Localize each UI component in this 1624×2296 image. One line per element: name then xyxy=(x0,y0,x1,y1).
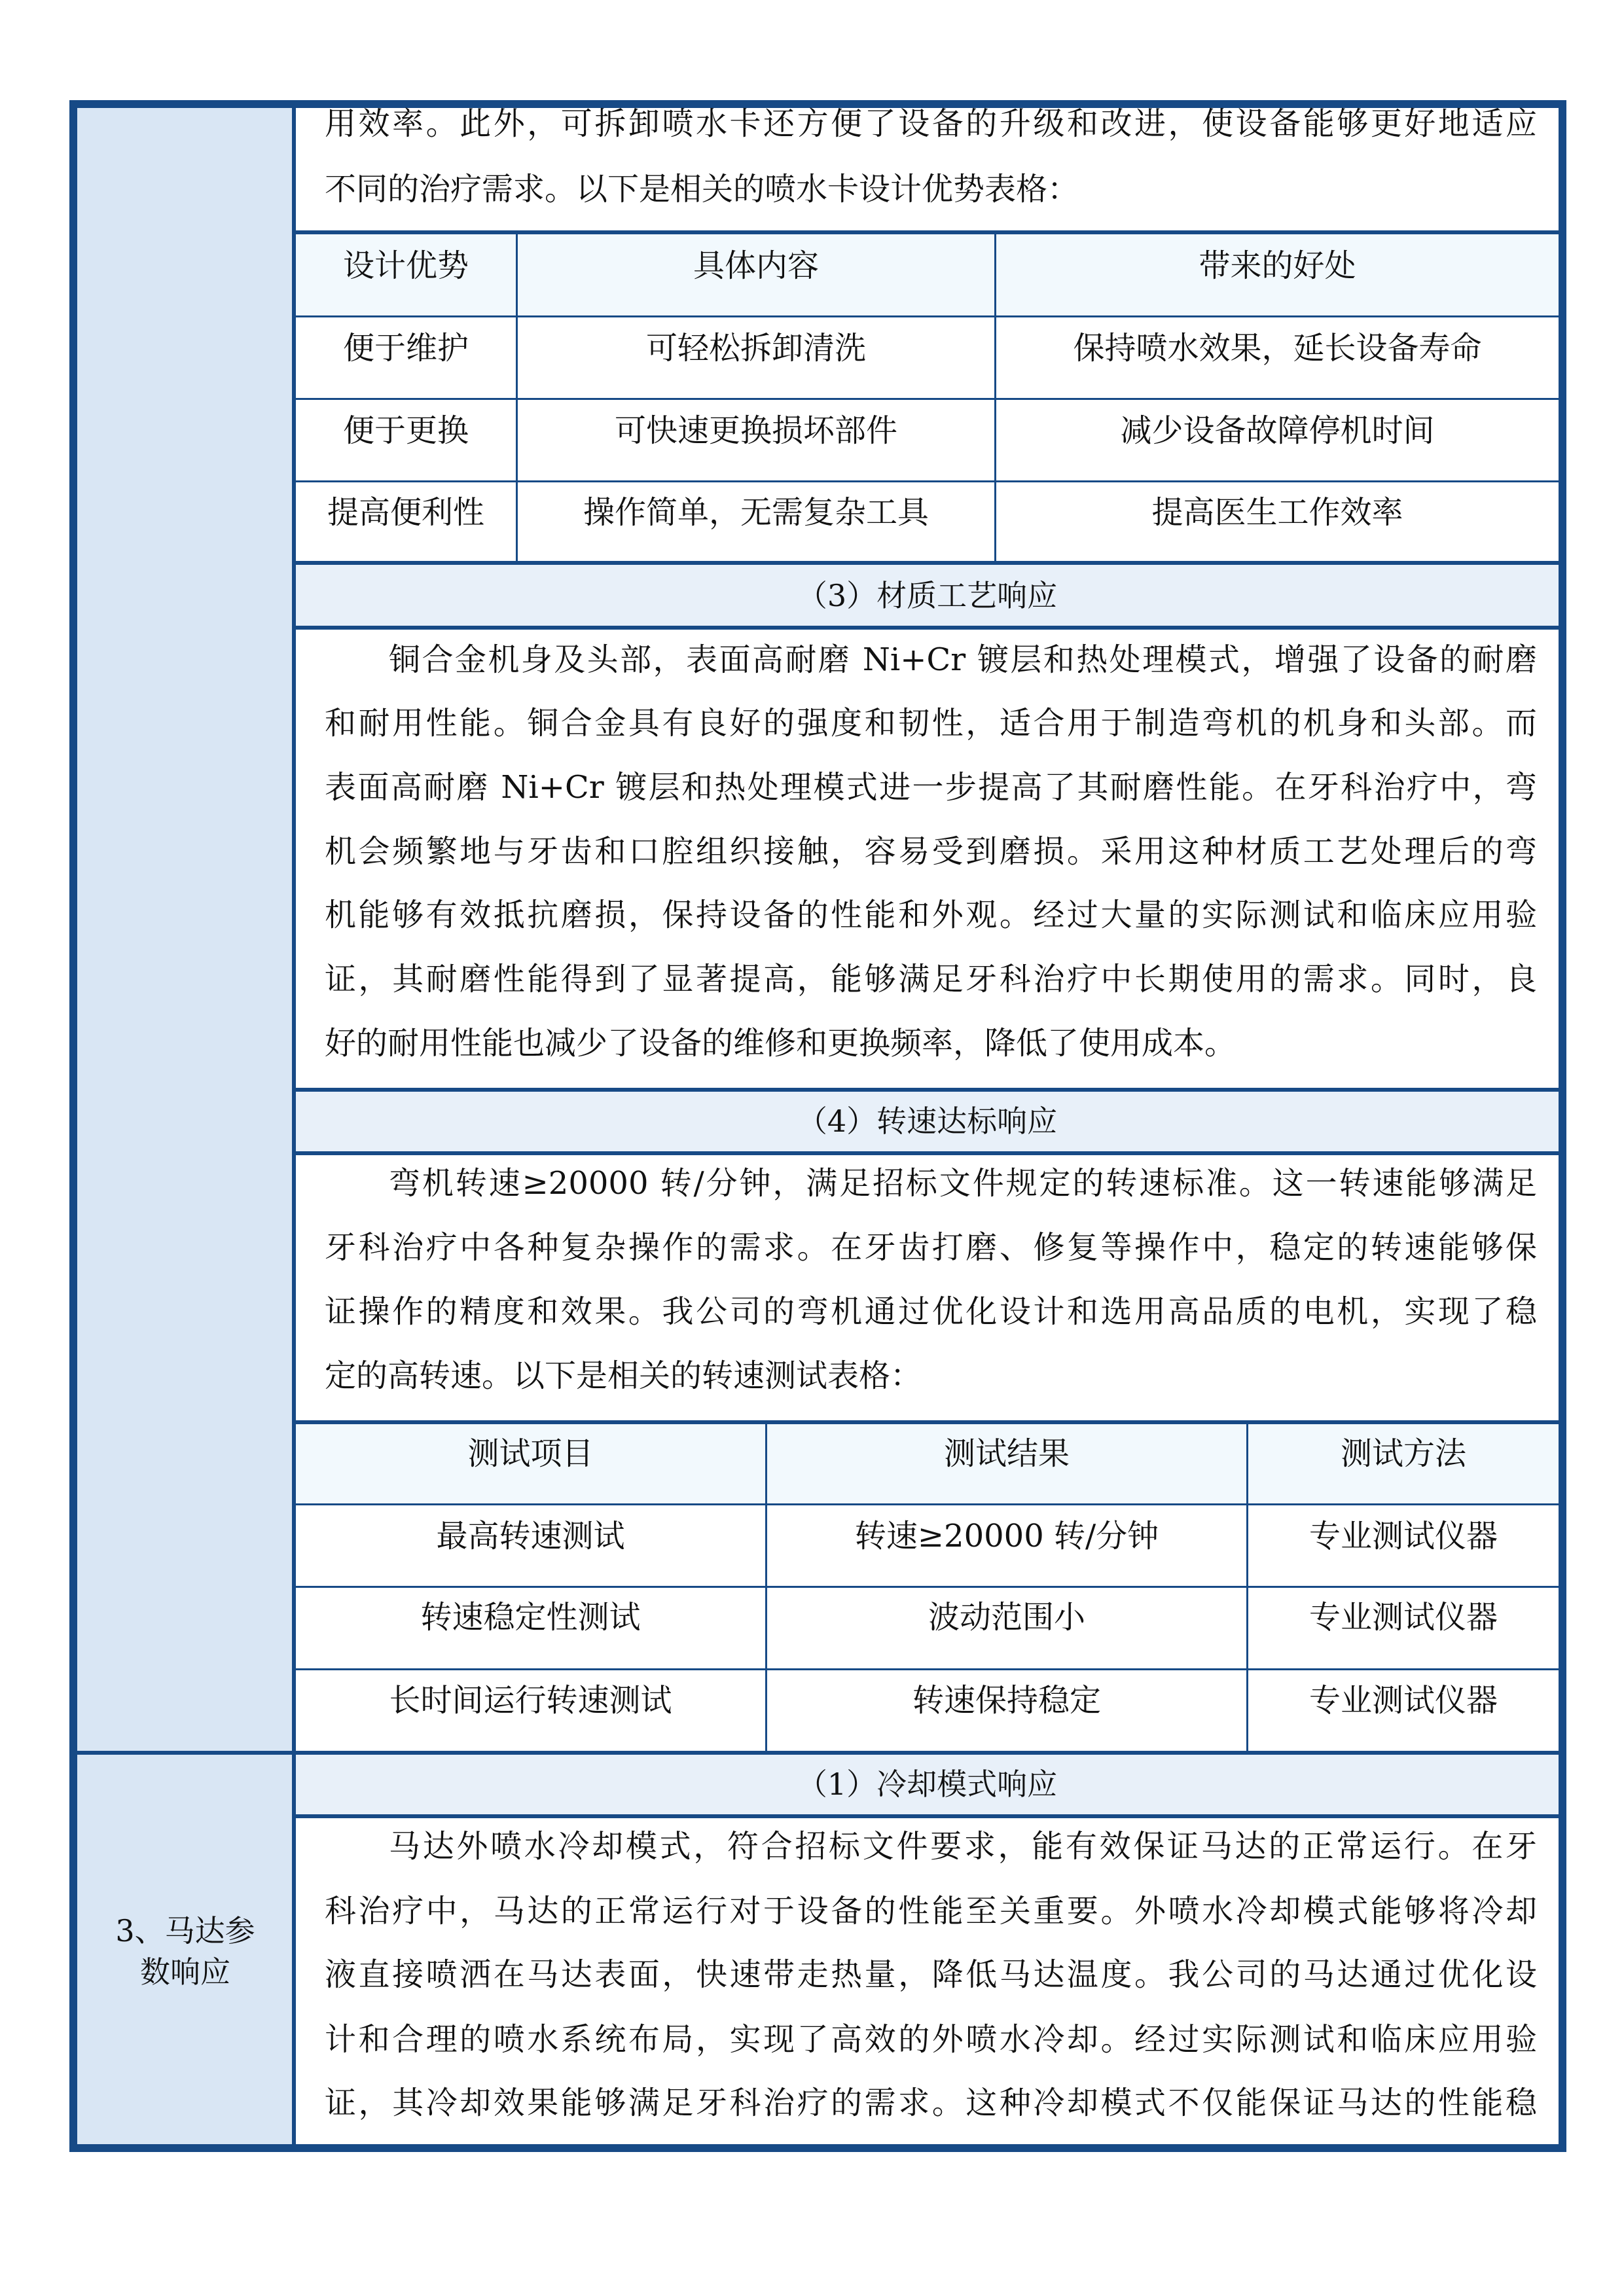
paragraph-line: 不同的治疗需求。以下是相关的喷水卡设计优势表格： xyxy=(325,171,1079,207)
paragraph-line: 用效率。此外，可拆卸喷水卡还方便了设备的升级和改进，使设备能够更好地适应 xyxy=(325,105,1537,142)
paragraph-line: 表面高耐磨 Ni+Cr 镀层和热处理模式进一步提高了其耐磨性能。在牙科治疗中，弯 xyxy=(325,769,1537,806)
table2-header: 测试项目 xyxy=(467,1435,594,1472)
table2-cell: 转速稳定性测试 xyxy=(420,1599,641,1636)
paragraph-line: 好的耐用性能也减少了设备的维修和更换频率，降低了使用成本。 xyxy=(325,1025,1236,1062)
table2-cell: 转速保持稳定 xyxy=(912,1682,1101,1719)
paragraph-line: 证，其冷却效果能够满足牙科治疗的需求。这种冷却模式不仅能保证马达的性能稳 xyxy=(325,2085,1537,2121)
paragraph-line: 铜合金机身及头部，表面高耐磨 Ni+Cr 镀层和热处理模式，增强了设备的耐磨 xyxy=(389,641,1537,678)
section-title: （1）冷却模式响应 xyxy=(797,1767,1058,1802)
table2-cell: 专业测试仪器 xyxy=(1308,1518,1498,1554)
section-title: （4）转速达标响应 xyxy=(797,1103,1058,1139)
table2-cell: 最高转速测试 xyxy=(436,1518,625,1554)
table2-cell: 专业测试仪器 xyxy=(1308,1682,1498,1719)
paragraph-line: 和耐用性能。铜合金具有良好的强度和韧性，适合用于制造弯机的机身和头部。而 xyxy=(325,705,1537,742)
paragraph-line: 弯机转速≥20000 转/分钟，满足招标文件规定的转速标准。这一转速能够满足 xyxy=(389,1165,1537,1202)
paragraph-line: 科治疗中，马达的正常运行对于设备的性能至关重要。外喷水冷却模式能够将冷却 xyxy=(325,1893,1537,1929)
table1-cell: 可轻松拆卸清洗 xyxy=(645,330,866,367)
paragraph-line: 机能够有效抵抗磨损，保持设备的性能和外观。经过大量的实际测试和临床应用验 xyxy=(325,897,1537,933)
table1-cell: 保持喷水效果，延长设备寿命 xyxy=(1073,330,1482,367)
row-label: 数响应 xyxy=(140,1954,230,1990)
table2-cell: 长时间运行转速测试 xyxy=(389,1682,672,1719)
row-label: 3、马达参 xyxy=(115,1913,255,1948)
table2-header: 测试结果 xyxy=(943,1435,1070,1472)
paragraph-line: 牙科治疗中各种复杂操作的需求。在牙齿打磨、修复等操作中，稳定的转速能够保 xyxy=(325,1229,1537,1266)
paragraph-line: 液直接喷洒在马达表面，快速带走热量，降低马达温度。我公司的马达通过优化设 xyxy=(325,1956,1537,1993)
paragraph-line: 证操作的精度和效果。我公司的弯机通过优化设计和选用高品质的电机，实现了稳 xyxy=(325,1293,1537,1330)
paragraph-line: 定的高转速。以下是相关的转速测试表格： xyxy=(325,1357,922,1394)
table1-cell: 操作简单，无需复杂工具 xyxy=(583,494,929,531)
section-title: （3）材质工艺响应 xyxy=(797,578,1058,613)
table2-cell: 波动范围小 xyxy=(928,1599,1085,1636)
table1-cell: 便于维护 xyxy=(342,330,469,367)
table1-header: 设计优势 xyxy=(342,247,469,284)
table1-cell: 提高便利性 xyxy=(327,494,484,531)
table1-cell: 提高医生工作效率 xyxy=(1151,494,1403,531)
paragraph-line: 计和合理的喷水系统布局，实现了高效的外喷水冷却。经过实际测试和临床应用验 xyxy=(325,2021,1537,2058)
table1-header: 带来的好处 xyxy=(1199,247,1356,284)
table1-cell: 减少设备故障停机时间 xyxy=(1120,412,1435,449)
table1-header: 具体内容 xyxy=(693,247,819,284)
table1-cell: 便于更换 xyxy=(342,412,469,449)
paragraph-line: 机会频繁地与牙齿和口腔组织接触，容易受到磨损。采用这种材质工艺处理后的弯 xyxy=(325,833,1537,870)
table2-cell: 转速≥20000 转/分钟 xyxy=(854,1518,1159,1554)
table2-header: 测试方法 xyxy=(1340,1435,1466,1472)
table1-cell: 可快速更换损坏部件 xyxy=(614,412,897,449)
table2-cell: 专业测试仪器 xyxy=(1308,1599,1498,1636)
paragraph-line: 马达外喷水冷却模式，符合招标文件要求，能有效保证马达的正常运行。在牙 xyxy=(389,1828,1537,1865)
paragraph-line: 证，其耐磨性能得到了显著提高，能够满足牙科治疗中长期使用的需求。同时，良 xyxy=(325,961,1537,997)
